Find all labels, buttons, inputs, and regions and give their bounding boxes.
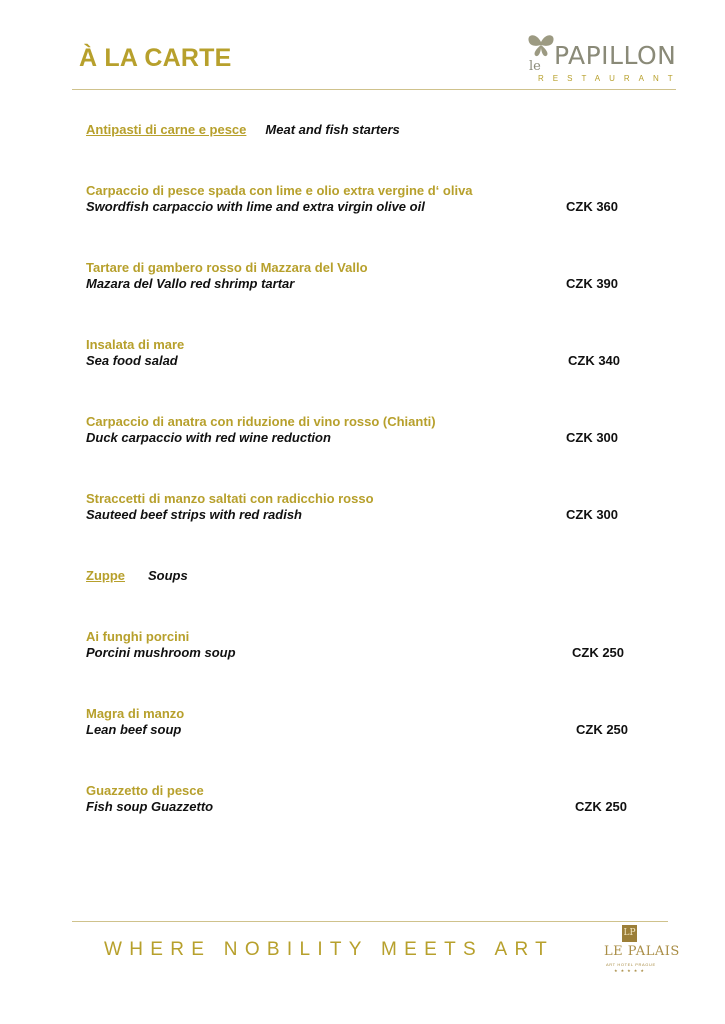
menu-item xyxy=(86,260,646,296)
item-name-italian: Magra di manzo xyxy=(86,706,185,721)
menu-item xyxy=(86,783,646,819)
item-name-italian: Carpaccio di pesce spada con lime e olio extra vergine d‘ oliva xyxy=(86,183,473,198)
section-heading-starters xyxy=(86,122,400,137)
header-divider xyxy=(72,89,676,90)
menu-item xyxy=(86,629,646,665)
section-title-english: Meat and fish starters xyxy=(265,122,400,137)
le-papillon-logo xyxy=(522,30,682,90)
section-title-italian: Zuppe xyxy=(86,568,125,583)
menu-item xyxy=(86,414,646,450)
footer-tagline: WHERE NOBILITY MEETS ART xyxy=(104,939,555,960)
item-name-italian: Guazzetto di pesce xyxy=(86,783,204,798)
menu-item xyxy=(86,337,646,373)
le-palais-logo xyxy=(596,925,680,977)
page-title: À LA CARTE xyxy=(79,44,232,72)
footer-divider xyxy=(72,921,668,922)
menu-item xyxy=(86,491,646,527)
item-price: CZK 250 xyxy=(572,645,625,660)
item-name-italian: Tartare di gambero rosso di Mazzara del Vallo xyxy=(86,260,368,275)
butterfly-icon xyxy=(526,32,556,72)
item-name-italian: Straccetti di manzo saltati con radicchio rosso xyxy=(86,491,374,506)
item-name-english: Sauteed beef strips with red radish xyxy=(86,507,302,522)
menu-item xyxy=(86,183,646,219)
menu-item xyxy=(86,706,646,742)
logo-tagline: ART HOTEL PRAGUE xyxy=(606,962,656,967)
logo-badge: LP xyxy=(622,925,637,942)
item-name-english: Lean beef soup xyxy=(86,722,182,737)
item-name-english: Sea food salad xyxy=(86,353,178,368)
item-name-english: Swordfish carpaccio with lime and extra virgin olive oil xyxy=(86,199,425,214)
item-price: CZK 300 xyxy=(566,507,619,522)
item-name-english: Mazara del Vallo red shrimp tartar xyxy=(86,276,295,291)
item-name-italian: Ai funghi porcini xyxy=(86,629,190,644)
item-price: CZK 300 xyxy=(566,430,619,445)
item-price: CZK 340 xyxy=(568,353,621,368)
logo-prefix: le xyxy=(529,59,541,72)
logo-subtitle: RESTAURANT xyxy=(538,74,682,83)
item-name-italian: Insalata di mare xyxy=(86,337,185,352)
section-heading-soups xyxy=(86,568,188,583)
item-price: CZK 250 xyxy=(575,799,628,814)
item-name-english: Duck carpaccio with red wine reduction xyxy=(86,430,331,445)
logo-stars: ★★★★★ xyxy=(614,968,647,973)
item-name-english: Porcini mushroom soup xyxy=(86,645,236,660)
item-name-italian: Carpaccio di anatra con riduzione di vino rosso (Chianti) xyxy=(86,414,436,429)
item-price: CZK 360 xyxy=(566,199,619,214)
item-price: CZK 250 xyxy=(576,722,629,737)
logo-brand: PAPILLON xyxy=(554,41,677,70)
logo-name: LE PALAIS xyxy=(604,944,680,959)
section-title-italian: Antipasti di carne e pesce xyxy=(86,122,247,137)
item-price: CZK 390 xyxy=(566,276,619,291)
item-name-english: Fish soup Guazzetto xyxy=(86,799,214,814)
section-title-english: Soups xyxy=(148,568,188,583)
